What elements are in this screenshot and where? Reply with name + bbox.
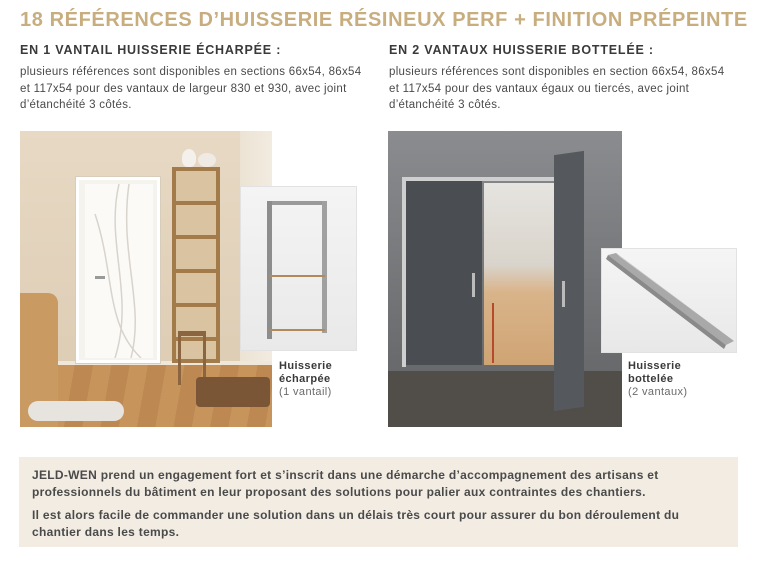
caption-subtitle: (1 vantail): [279, 386, 332, 398]
double-leaf-heading: EN 2 VANTAUX HUISSERIE BOTTELÉE :: [389, 43, 654, 57]
double-leaf-frame-inset: [601, 248, 737, 353]
double-leaf-description: plusieurs références sont disponibles en section 66x54, 86x54 et 117x54 pour des vantaux égaux ou tiercés, avec joint d’étanchéité 3 côtés.: [389, 66, 725, 111]
door-curves: [85, 184, 153, 358]
info-paragraph-commitment: JELD-WEN prend un engagement fort et s’inscrit dans une démarche d’accompagnement des artisans et professionnels du bâtiment en leur proposant des solutions pour palier aux contraintes des chantiers.: [32, 468, 659, 499]
wood-basket: [196, 377, 270, 407]
shelf-board: [176, 201, 216, 205]
rug: [28, 401, 124, 421]
caption-subtitle: (2 vantaux): [628, 386, 688, 398]
door-leaf-left: [406, 181, 482, 365]
info-box: [19, 457, 738, 547]
caption-title: Huisserie: [279, 360, 333, 372]
door-panel: [85, 184, 153, 358]
single-frame-illustration: [241, 187, 358, 352]
shelf-board: [176, 235, 216, 239]
shelf-board: [176, 303, 216, 307]
door-handle: [472, 273, 475, 297]
gym-floor: [388, 371, 622, 427]
shelf-board: [176, 269, 216, 273]
single-leaf-description: plusieurs références sont disponibles en sections 66x54, 86x54 et 117x54 pour des vantaux de largeur 830 et 930, avec joint d’étanchéité 3 côtés.: [20, 66, 362, 111]
caption-title: écharpée: [279, 373, 331, 385]
door-handle: [95, 276, 105, 279]
door-frame: [76, 177, 160, 363]
double-leaf-caption: [628, 360, 687, 399]
single-leaf-frame-inset: [240, 186, 357, 351]
vase: [198, 153, 216, 167]
gym-door-photo: [388, 131, 622, 427]
double-frame-illustration: [602, 249, 738, 354]
single-leaf-caption: [279, 360, 332, 399]
page-title: 18 RÉFÉRENCES D’HUISSERIE RÉSINEUX PERF + FINITION PRÉPEINTE: [20, 9, 748, 31]
single-leaf-heading: EN 1 VANTAIL HUISSERIE ÉCHARPÉE :: [20, 43, 282, 57]
caption-title: Huisserie: [628, 360, 682, 372]
vase: [182, 149, 196, 167]
door-leaf-right: [554, 151, 584, 411]
info-paragraph-ordering: Il est alors facile de commander une solution dans un délais très court pour assurer du bon déroulement du chantier dans les temps.: [32, 508, 680, 539]
room-door-photo: [20, 131, 272, 427]
door-handle: [562, 281, 565, 307]
caption-title: bottelée: [628, 373, 674, 385]
